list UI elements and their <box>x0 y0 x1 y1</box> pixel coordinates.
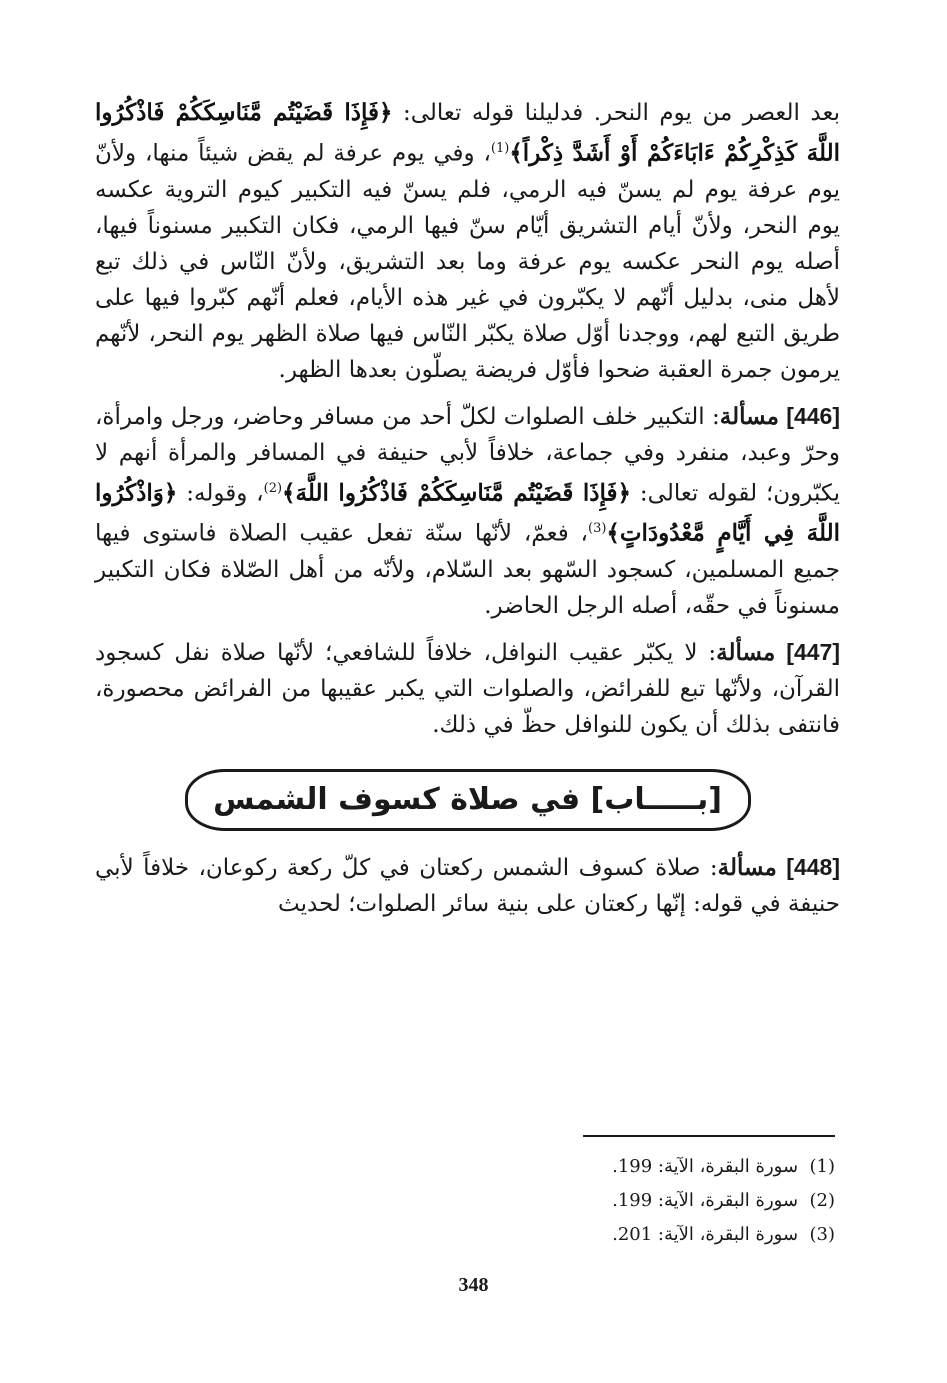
footnote-divider <box>583 1135 835 1137</box>
text: : لا يكبّر عقيب النوافل، خلافاً للشافعي؛ لأنّها صلاة نفل كسجود القرآن، ولأنّها تبع للفرائض، والصلوات التي يكبر عقيبها من الفرائض محصورة، فانتفى بذلك أن يكون للنوافل حظّ في ذلك. <box>95 639 840 738</box>
footnote-text: سورة البقرة، الآية: 199. <box>612 1190 799 1211</box>
text: ، فعمّ، لأنّها سنّة تفعل عقيب الصلاة فاستوى فيها جميع المسلمين، كسجود السّهو بعد السّلام، ولأنّه من أهل الصّلاة فكان التكبير مسنوناً في حقّه، أصله الرجل الحاضر. <box>95 520 840 619</box>
paragraph-446 <box>95 398 840 624</box>
issue-label: مسألة <box>719 402 779 430</box>
paragraph-447 <box>95 634 840 743</box>
footnote-ref: (3) <box>587 521 607 537</box>
footnote-1 <box>612 1150 835 1184</box>
footnote-number: (2) <box>809 1190 835 1211</box>
footnote-number: (1) <box>809 1156 835 1177</box>
quran-verse: ﴿فَإِذَا قَضَيْتُم مَّنَاسِكَكُمْ فَاذْكُرُوا اللَّهَ﴾ <box>282 479 632 507</box>
issue-number: [446] <box>786 402 841 429</box>
text: : صلاة كسوف الشمس ركعتان في كلّ ركعة ركوعان، خلافاً لأبي حنيفة في قوله: إنّها ركعتان على بنية سائر الصلوات؛ لحديث <box>95 854 840 917</box>
page-number: 348 <box>458 1274 489 1296</box>
footnotes <box>612 1150 835 1252</box>
quran-verse: ﴿وَاذْكُرُوا اللَّهَ فِي أَيَّامٍ مَّعْدُودَاتٍ﴾ <box>95 479 840 547</box>
quran-verse: ﴿فَإِذَا قَضَيْتُم مَّنَاسِكَكُمْ فَاذْكُرُوا اللَّهَ كَذِكْرِكُمْ ءَابَاءَكُمْ أَوْ أَشَدَّ ذِكْراً﴾ <box>95 99 841 167</box>
paragraph-448 <box>95 849 840 922</box>
paragraph-1 <box>95 95 840 388</box>
text: ، وقوله: <box>177 480 264 507</box>
footnote-text: سورة البقرة، الآية: 199. <box>612 1156 799 1177</box>
issue-label: مسألة <box>717 853 777 881</box>
issue-label: مسألة <box>716 638 776 666</box>
issue-number: [448] <box>786 853 841 880</box>
text: بعد العصر من يوم النحر. فدليلنا قوله تعالى: <box>392 100 840 126</box>
footnote-3 <box>612 1218 835 1252</box>
footnote-ref: (2) <box>263 480 283 496</box>
text: : التكبير خلف الصلوات لكلّ أحد من مسافر وحاضر، ورجل وامرأة، وحرّ وعبد، منفرد وفي جماعة، خلافاً لأبي حنيفة في المسافر والمرأة أنهم لا يكبّرون؛ لقوله تعالى: <box>95 403 840 507</box>
footnote-text: سورة البقرة، الآية: 201. <box>612 1224 799 1245</box>
footnote-number: (3) <box>809 1224 835 1245</box>
chapter-heading: [بـــــاب] في صلاة كسوف الشمس <box>185 769 751 831</box>
text: ، وفي يوم عرفة لم يقض شيئاً منها، ولأنّ يوم عرفة يوم لم يسنّ فيه الرمي، فلم يسنّ فيه التكبير كيوم التروية عكسه يوم النحر، ولأنّ أيام التشريق أيّام سنّ فيها الرمي، فكان التكبير مسنوناً فيها، أصله يوم النحر عكسه يوم عرفة وما بعد التشريق، ولأنّ النّاس في ذلك تبع لأهل منى، بدليل أنّهم لا يكبّرون في غير هذه الأيام، فعلم أنّهم كبّروا فيها على طريق التبع لهم، ووجدنا أوّل صلاة يكبّر النّاس فيها صلاة الظهر يوم النحر، لأنّهم يرمون جمرة العقبة ضحوا فأوّل فريضة يصلّون بعدها الظهر. <box>95 140 841 383</box>
page-body <box>95 95 840 922</box>
issue-number: [447] <box>786 638 841 665</box>
footnote-2 <box>612 1184 835 1218</box>
footnote-ref: (1) <box>490 141 510 156</box>
